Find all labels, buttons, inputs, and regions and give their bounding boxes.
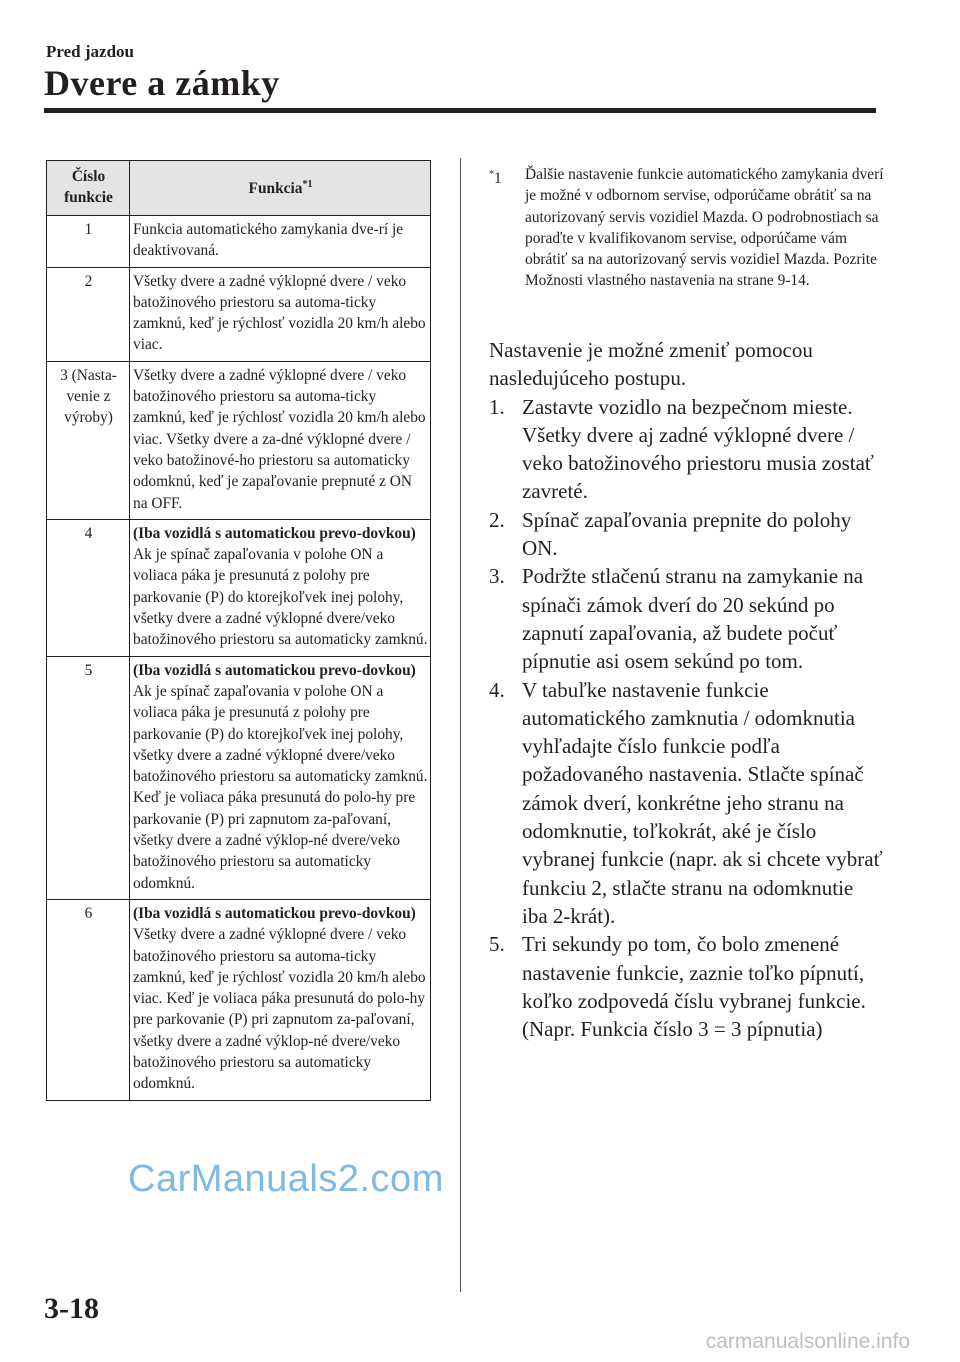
step-number: 1. xyxy=(489,394,505,419)
column-divider xyxy=(460,158,461,1292)
function-number: 1 xyxy=(47,216,130,268)
step-text: Podržte stlačenú stranu na zamykanie na spínači zámok dverí do 20 sekúnd po zapnutí zapaľovania, až budete počuť pípnutie asi osem sekúnd po tom. xyxy=(522,564,864,674)
col-header-number: Číslo funkcie xyxy=(47,161,130,216)
table-row xyxy=(47,216,431,268)
footnote xyxy=(489,164,884,292)
table-row xyxy=(47,899,431,1100)
page-number: 3-18 xyxy=(44,1292,99,1325)
function-number: 2 xyxy=(47,267,130,361)
title-rule xyxy=(44,108,876,113)
footnote-marker-number: 1 xyxy=(494,170,502,188)
step-number: 3. xyxy=(489,564,505,589)
list-item xyxy=(489,562,884,675)
function-cell xyxy=(130,519,431,656)
function-number: 3 (Nasta-venie z výroby) xyxy=(47,361,130,519)
table-row xyxy=(47,267,431,361)
function-number: 5 xyxy=(47,656,130,899)
footnote-marker-star: * xyxy=(489,169,494,180)
table-header-row xyxy=(47,161,431,216)
function-description: Funkcia automatického zamykania dve-rí je deaktivovaná. xyxy=(130,216,431,268)
function-description: Ak je spínač zapaľovania v polohe ON a voliaca páka je presunutá z polohy pre parkovanie (P) do ktorejkoľvek inej polohy, všetky dvere a zadné výklopné dvere/veko batožinového priestoru sa automaticky zamknú. Keď je voliaca páka presunutá do polo-hy pre parkovanie (P) pri zapnutom za-paľovaní, všetky dvere a zadné výklop-né dvere/veko batožinového priestoru sa automaticky odomknú. xyxy=(133,682,428,892)
function-cell xyxy=(130,899,431,1100)
list-item xyxy=(489,676,884,931)
step-number: 2. xyxy=(489,507,505,532)
watermark-logo: CarManuals2.com xyxy=(128,1158,444,1200)
function-cell xyxy=(130,656,431,899)
page-title: Dvere a zámky xyxy=(44,63,280,103)
function-description: Všetky dvere a zadné výklopné dvere / veko batožinového priestoru sa automa-ticky zamknú, keď je rýchlosť vozidla 20 km/h alebo viac. xyxy=(130,267,431,361)
instructions xyxy=(489,336,884,1043)
table-row xyxy=(47,361,431,519)
step-number: 4. xyxy=(489,677,505,702)
site-watermark: carmanualsonline.info xyxy=(705,1330,910,1353)
col-header-function-label: Funkcia xyxy=(248,180,303,198)
col-header-function-sup: *1 xyxy=(302,179,313,191)
step-text: Tri sekundy po tom, čo bolo zmenené nastavenie funkcie, zaznie toľko pípnutí, koľko zodpovedá číslu vybranej funkcie. (Napr. Funkcia číslo 3 = 3 pípnutia) xyxy=(522,932,866,1042)
function-table xyxy=(46,160,431,1101)
table-row xyxy=(47,656,431,899)
list-item xyxy=(489,506,884,563)
step-text: Spínač zapaľovania prepnite do polohy ON. xyxy=(522,507,852,561)
section-label: Pred jazdou xyxy=(46,42,134,61)
step-number: 5. xyxy=(489,932,505,957)
step-text: V tabuľke nastavenie funkcie automatického zamknutia / odomknutia vyhľadajte číslo funkcie podľa požadovaného nastavenia. Stlačte spínač zámok dverí, konkrétne jeho stranu na odomknutie, toľkokrát, aké je číslo vybranej funkcie (napr. ak si chcete vybrať funkciu 2, stlačte stranu na odomknutie iba 2-krát). xyxy=(522,677,883,928)
function-number: 6 xyxy=(47,899,130,1100)
transmission-note: (Iba vozidlá s automatickou prevo-dovkou) xyxy=(133,661,416,679)
function-number: 4 xyxy=(47,519,130,656)
footnote-text: Ďalšie nastavenie funkcie automatického zamykania dverí je možné v odbornom servise, odporúčame obrátiť sa na autorizovaný servis vozidiel Mazda. O podrobnostiach sa poraďte v kvalifikovanom servise, odporúčame vám obrátiť sa na autorizovaný servis vozidiel Mazda. Pozrite Možnosti vlastného nastavenia na strane 9-14. xyxy=(525,166,884,290)
intro-paragraph: Nastavenie je možné zmeniť pomocou nasledujúceho postupu. xyxy=(489,338,813,391)
table-row xyxy=(47,519,431,656)
list-item xyxy=(489,393,884,506)
function-description: Všetky dvere a zadné výklopné dvere / veko batožinového priestoru sa automa-ticky zamknú, keď je rýchlosť vozidla 20 km/h alebo viac. Všetky dvere a za-dné výklopné dvere / veko batožinové-ho priestoru sa automaticky odomknú, keď je zapaľovanie prepnuté z ON na OFF. xyxy=(130,361,431,519)
transmission-note: (Iba vozidlá s automatickou prevo-dovkou) xyxy=(133,904,416,922)
function-description: Všetky dvere a zadné výklopné dvere / veko batožinového priestoru sa automa-ticky zamknú, keď je rýchlosť vozidla 20 km/h alebo viac. Keď je voliaca páka presunutá do polo-hy pre parkovanie (P) pri zapnutom za-paľovaní, všetky dvere a zadné výklop-né dvere/veko batožinového priestoru sa automaticky odomknú. xyxy=(133,926,426,1093)
list-item xyxy=(489,930,884,1043)
step-text: Zastavte vozidlo na bezpečnom mieste. Všetky dvere aj zadné výklopné dvere / veko batožinového priestoru musia zostať zavreté. xyxy=(522,394,874,504)
function-description: Ak je spínač zapaľovania v polohe ON a voliaca páka je presunutá z polohy pre parkovanie (P) do ktorejkoľvek inej polohy, všetky dvere a zadné výklopné dvere/veko batožinového priestoru sa automaticky zamknú. xyxy=(133,546,428,649)
steps-list xyxy=(489,393,884,1044)
col-header-function xyxy=(130,161,431,216)
transmission-note: (Iba vozidlá s automatickou prevo-dovkou) xyxy=(133,524,416,542)
footnote-marker xyxy=(489,164,525,189)
